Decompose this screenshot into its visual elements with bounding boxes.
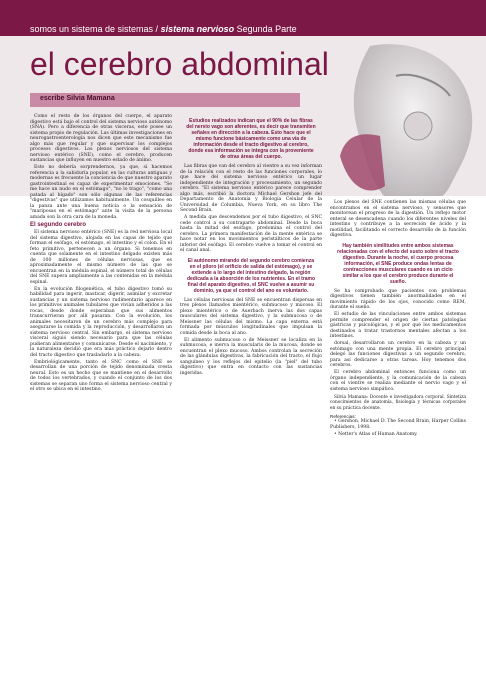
paragraph: El estudio de las vinculaciones entre ambos sistemas permite comprender el origen de ciertas patologías gástricas y psicológicas, y el por qué los medicamentos destinados a tratar trastornos mentales afectan a los intestinos. [330,312,466,340]
byline: escribe Silvia Mamana [40,95,115,102]
series-prefix: somos un sistema de sistemas / [30,24,161,34]
paragraph: El sistema nervioso entérico (SNE) es la red nerviosa local del sistema digestivo, alojada en las capas de tejido que forman el esófago, el estómago, el intestino y el colon. En el feto primitivo, pertenecen a un órgano. Si tenemos en cuenta que solamente en el intestino delgado existen más de 100 millones de células nerviosas, que es aproximadamente el mismo número de las que se encuentran en la médula espinal, el número total de células del SNE supera ampliamente a las contenidas en la médula espinal. [30,230,172,285]
paragraph: Los plexos del SNE contienen las mismas células que encontramos en el sistema nervioso, y sensores que monitorean el progreso de la digestión. Un reflejo motor enteral se desencadena cuando los diferentes niveles del intestino y contribuye a la secreción de ácido y la motilidad, facilitando el correcto desarrollo de la función digestiva. [330,200,466,238]
reference-item: • Gershon, Michael D. The Second Brain, Harper Collins Publishers, 1998. [330,419,466,430]
series-bold: sistema nervioso [160,24,235,34]
paragraph: Esto no debería sorprendernos, ya que, si hacemos referencia a la sabiduría popular, en las culturas antiguas y modernas es frecuente la conciencia de que nuestro aparato gastrointestinal es capaz de experimentar emociones. "Se me hace un nudo en el estómago", "no lo trago", "como una patada al hígado" son sólo algunas de las referencias "digestivas" que utilizamos habitualmente. Un cosquilleo en la panza ante una buena noticia o la sensación de "mariposas en el estómago" ante la visita de la persona amada son la otra cara de la moneda. [30,165,172,220]
paragraph: Embriológicamente, tanto el SNC como el SNE se desarrollan de una porción de tejido denominada cresta neural. Esto es un hecho que se mantiene en el desarrollo de todos los vertebrados, y cuando el conjunto de los dos sistemas se separan uno forma el sistema nervioso central y el otro se ubica en el intestino. [30,359,172,393]
column-2 [180,114,322,378]
paragraph: El alimento submucoso o de Meissner se localiza en la submucosa, e inerva la muscularis de la mucosa, donde se encuentran el plexo mucoso. Ambos controlan la secreción de las glándulas digestivas, la fabricación del tracto, el flujo sanguíneo y los reflejos del epitelio (la "piel" del tubo digestivo) que entra en contacto con las sustancias ingeridas. [180,337,322,376]
pullquote: Hay también similitudes entre ambos sistemas relacionadas con el efecto del susto sobre el tracto digestivo. Durante la noche, el cuerpo procesa información, el SNE produce ondas lentas de contracciones musculares cuando es un ciclo similar a los que el cerebro produce durante el sueño. [337,242,459,285]
section-subhead: El segundo cerebro [30,222,87,229]
series-header [30,24,297,34]
paragraph: dorsal, desarrollaron un cerebro en la cabeza y un estómago con una mente propia. El cerebro principal delegó las funciones digestivas a un segundo cerebro, para así dedicarse a otras tareas. Hoy tenemos dos cerebros. [330,341,466,369]
paragraph: Como el resto de los órganos del cuerpo, el aparato digestivo está bajo el control del sistema nervioso autónomo (SNA). Pero a diferencia de otras vísceras, este posee un sistema propio de regulación. Las últimas investigaciones en neurogastroenterología nos dicen que este mecanismo fue algo más que regular y que supervisar los complejos procesos digestivos. Los plexos nerviosos del sistema nervioso entérico (SNE), como el cerebro, producen sustancias que influyen en nuestro estado de ánimo. [30,114,173,163]
paragraph: Las células nerviosas del SNE se encuentran dispersas en tres plexos llamados mientérico, submucoso y mucoso. El plexo mientérico o de Auerbach inerva las dos capas musculares del sistema digestivo, y la submucosa o de Meissner las células del mismo. La capa externa está formada por músculos longitudinales que impulsan la comida desde la boca al ano. [180,297,322,336]
paragraph: El cerebro abdominal entonces funciona como un órgano independiente, y la comunicación de la cabeza con el vientre se realiza mediante el nervio vago y el sistema nervioso simpático. [330,370,466,392]
article-title: el cerebro abdominal [30,46,329,82]
references-title: Referencias: [330,413,356,419]
paragraph: En la evolución filogenética, el tubo digestivo tomó su habilidad para ingerir, masticar, digerir, asimilar y excretar sustancias y un sistema nervioso rudimentario aparece en los primitivos animales tubulares que vivían adheridos a las rocas, desde donde esperaban que sus alimentos transcurrieran por allí pasaran. Con la evolución, los animales necesitaron de un cerebro más complejo para asegurarse la comida y la reproducción, y desarrollaron un sistema nervioso central. Sin embargo, el sistema nervioso visceral siguió siendo necesario para que las células pudieran alimentarse y comunicarse. Desde el nacimiento, y la naturaleza decidió que era más práctico dejarlo dentro del tracto digestivo que trasladarlo a la cabeza. [30,286,172,358]
paragraph: Las fibras que van del cerebro al vientre a su vez informan de la relación con el resto de las funciones corporales, lo que hace del sistema nervioso entérico un lugar independiente de integración y procesamiento, un segundo cerebro. "El sistema nervioso entérico parece comprender algo más, escribió la doctora Michael Gershon jefe del Departamento de Anatomía y Biología Celular de la Universidad de Columbia, Nueva York, en su libro The Second Brain. [180,164,322,213]
pullquote: Estudios realizados indican que el 90% de las fibras del nervio vago son aferentes, es decir que transmiten señales en dirección a la cabeza. Esto hace que el mismo funcione básicamente como una vía de información desde el tracto digestivo al cerebro, donde esa información se integra con la proveniente de otras áreas del cuerpo. [186,118,316,160]
pullquote: El autónomo mirando del segundo cerebro comienza en el píloro (el orificio de salida del estómago), y se extiende a lo largo del intestino delgado, la región dedicada a la absorción de los nutrientes. En el tramo final del aparato digestivo, el SNC vuelve a asumir su dominio, ya que el control del ano es voluntario. [186,257,316,294]
column-1 [30,114,172,394]
reference-item: • Netter's Atlas of Human Anatomy. [334,431,418,437]
paragraph: Se ha comprobado que pacientes con problemas digestivos tienen también anormalidades en el movimiento rápido de los ojos, conocido como REM, durante el sueño. [330,288,466,310]
series-suffix: Segunda Parte [234,24,297,34]
author-bio: Silvia Mamana: Docente e investigadora corporal. Sintetiza conocimientos de anatomía, fisiología y técnicas corporales en su práctica docente. [330,395,466,411]
paragraph: A medida que descendemos por el tubo digestivo, el SNC cede control a su contraparte abdominal. Desde la boca hasta la mitad del esófago, predomina el control del cerebro. La primera manifestación de la mente entérica se hace notar en los movimientos peristálticos de la parte inferior del esófago. El cerebro vuelve a tomar el control en el canal anal. [180,215,322,254]
column-3 [330,200,466,439]
